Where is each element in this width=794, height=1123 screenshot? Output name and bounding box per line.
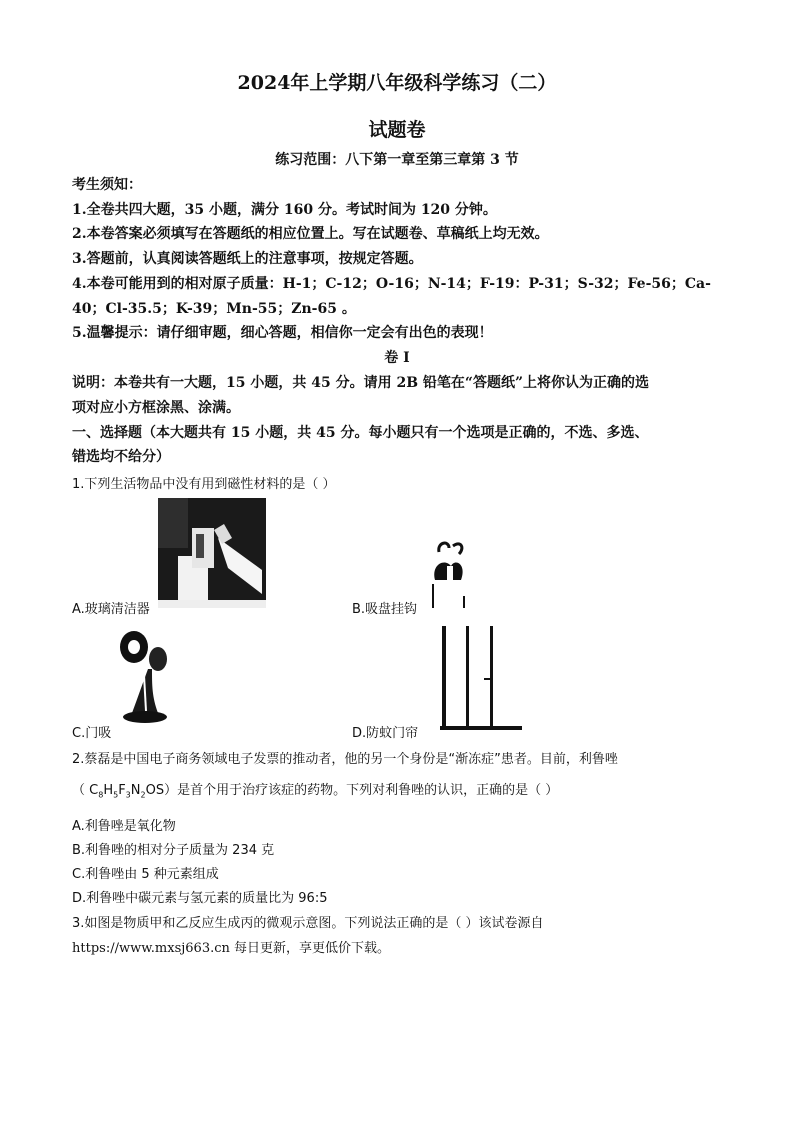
- notice-item: 5.温馨提示：请仔细审题，细心答题，相信你一定会有出色的表现！: [72, 325, 493, 341]
- question-1-stem: 1.下列生活物品中没有用到磁性材料的是（ ）: [72, 477, 336, 492]
- practice-scope: 练习范围：八下第一章至第三章第 3 节: [275, 152, 519, 168]
- question-2-option-d: D.利鲁唑中碳元素与氢元素的质量比为 96:5: [72, 891, 328, 906]
- section-description: 项对应小方框涂黑、涂满。: [72, 400, 240, 416]
- page-subtitle: 试题卷: [368, 119, 426, 141]
- door-stopper-image: [112, 625, 174, 725]
- notice-item: 1.全卷共四大题，35 小题，满分 160 分。考试时间为 120 分钟。: [72, 202, 497, 218]
- page-title: 2024年上学期八年级科学练习（二）: [237, 72, 557, 94]
- question-2-option-a: A.利鲁唑是氧化物: [72, 819, 176, 834]
- question-1-option-c: C.门吸: [72, 726, 112, 741]
- notice-item: 3.答题前，认真阅读答题纸上的注意事项，按规定答题。: [72, 251, 423, 267]
- question-3-stem: 3.如图是物质甲和乙反应生成丙的微观示意图。下列说法正确的是（ ）该试卷源自: [72, 916, 544, 931]
- section-description: 说明：本卷共有一大题，15 小题，共 45 分。请用 2B 铅笔在“答题纸”上将你认为正确的选: [72, 375, 650, 391]
- question-2-stem-line2: （ $C_8H_5F_3N_2OS$）是首个用于治疗该症的药物。下列对利鲁唑的认识，正确的是（ ）: [72, 783, 559, 800]
- suction-hook-image: [425, 540, 475, 610]
- question-2-option-b: B.利鲁唑的相对分子质量为 234 克: [72, 843, 275, 858]
- question-2-option-c: C.利鲁唑由 5 种元素组成: [72, 867, 219, 882]
- source-link[interactable]: https://www.mxsj663.cn 每日更新，享更低价下载。: [72, 941, 391, 956]
- part-heading: 一、选择题（本大题共有 15 小题，共 45 分。每小题只有一个选项是正确的，不选、多选、: [72, 425, 649, 441]
- question-2-stem: 2.蔡磊是中国电子商务领域电子发票的推动者，他的另一个身份是“渐冻症”患者。目前，利鲁唑: [72, 752, 618, 767]
- part-heading: 错选均不给分）: [72, 449, 170, 465]
- notice-item: 40；Cl-35.5；K-39；Mn-55；Zn-65 。: [72, 301, 356, 317]
- question-1-option-d: D.防蚊门帘: [352, 726, 419, 741]
- notice-item: 4.本卷可能用到的相对原子质量：H-1；C-12；O-16；N-14；F-19：P-31；S-32；Fe-56；Ca-: [72, 276, 711, 292]
- notice-item: 2.本卷答案必须填写在答题纸的相应位置上。写在试题卷、草稿纸上均无效。: [72, 226, 549, 242]
- question-2-stem-rest: ）是首个用于治疗该症的药物。下列对利鲁唑的认识，正确的是（ ）: [164, 783, 559, 798]
- notice-heading: 考生须知：: [72, 177, 142, 193]
- question-1-option-a: A.玻璃清洁器: [72, 602, 150, 617]
- question-1-option-b: B.吸盘挂钩: [352, 602, 418, 617]
- formula-open: （ C: [72, 783, 99, 798]
- glass-cleaner-image: [158, 498, 266, 608]
- door-curtain-image: [440, 626, 522, 732]
- section-label: 卷 I: [384, 350, 410, 366]
